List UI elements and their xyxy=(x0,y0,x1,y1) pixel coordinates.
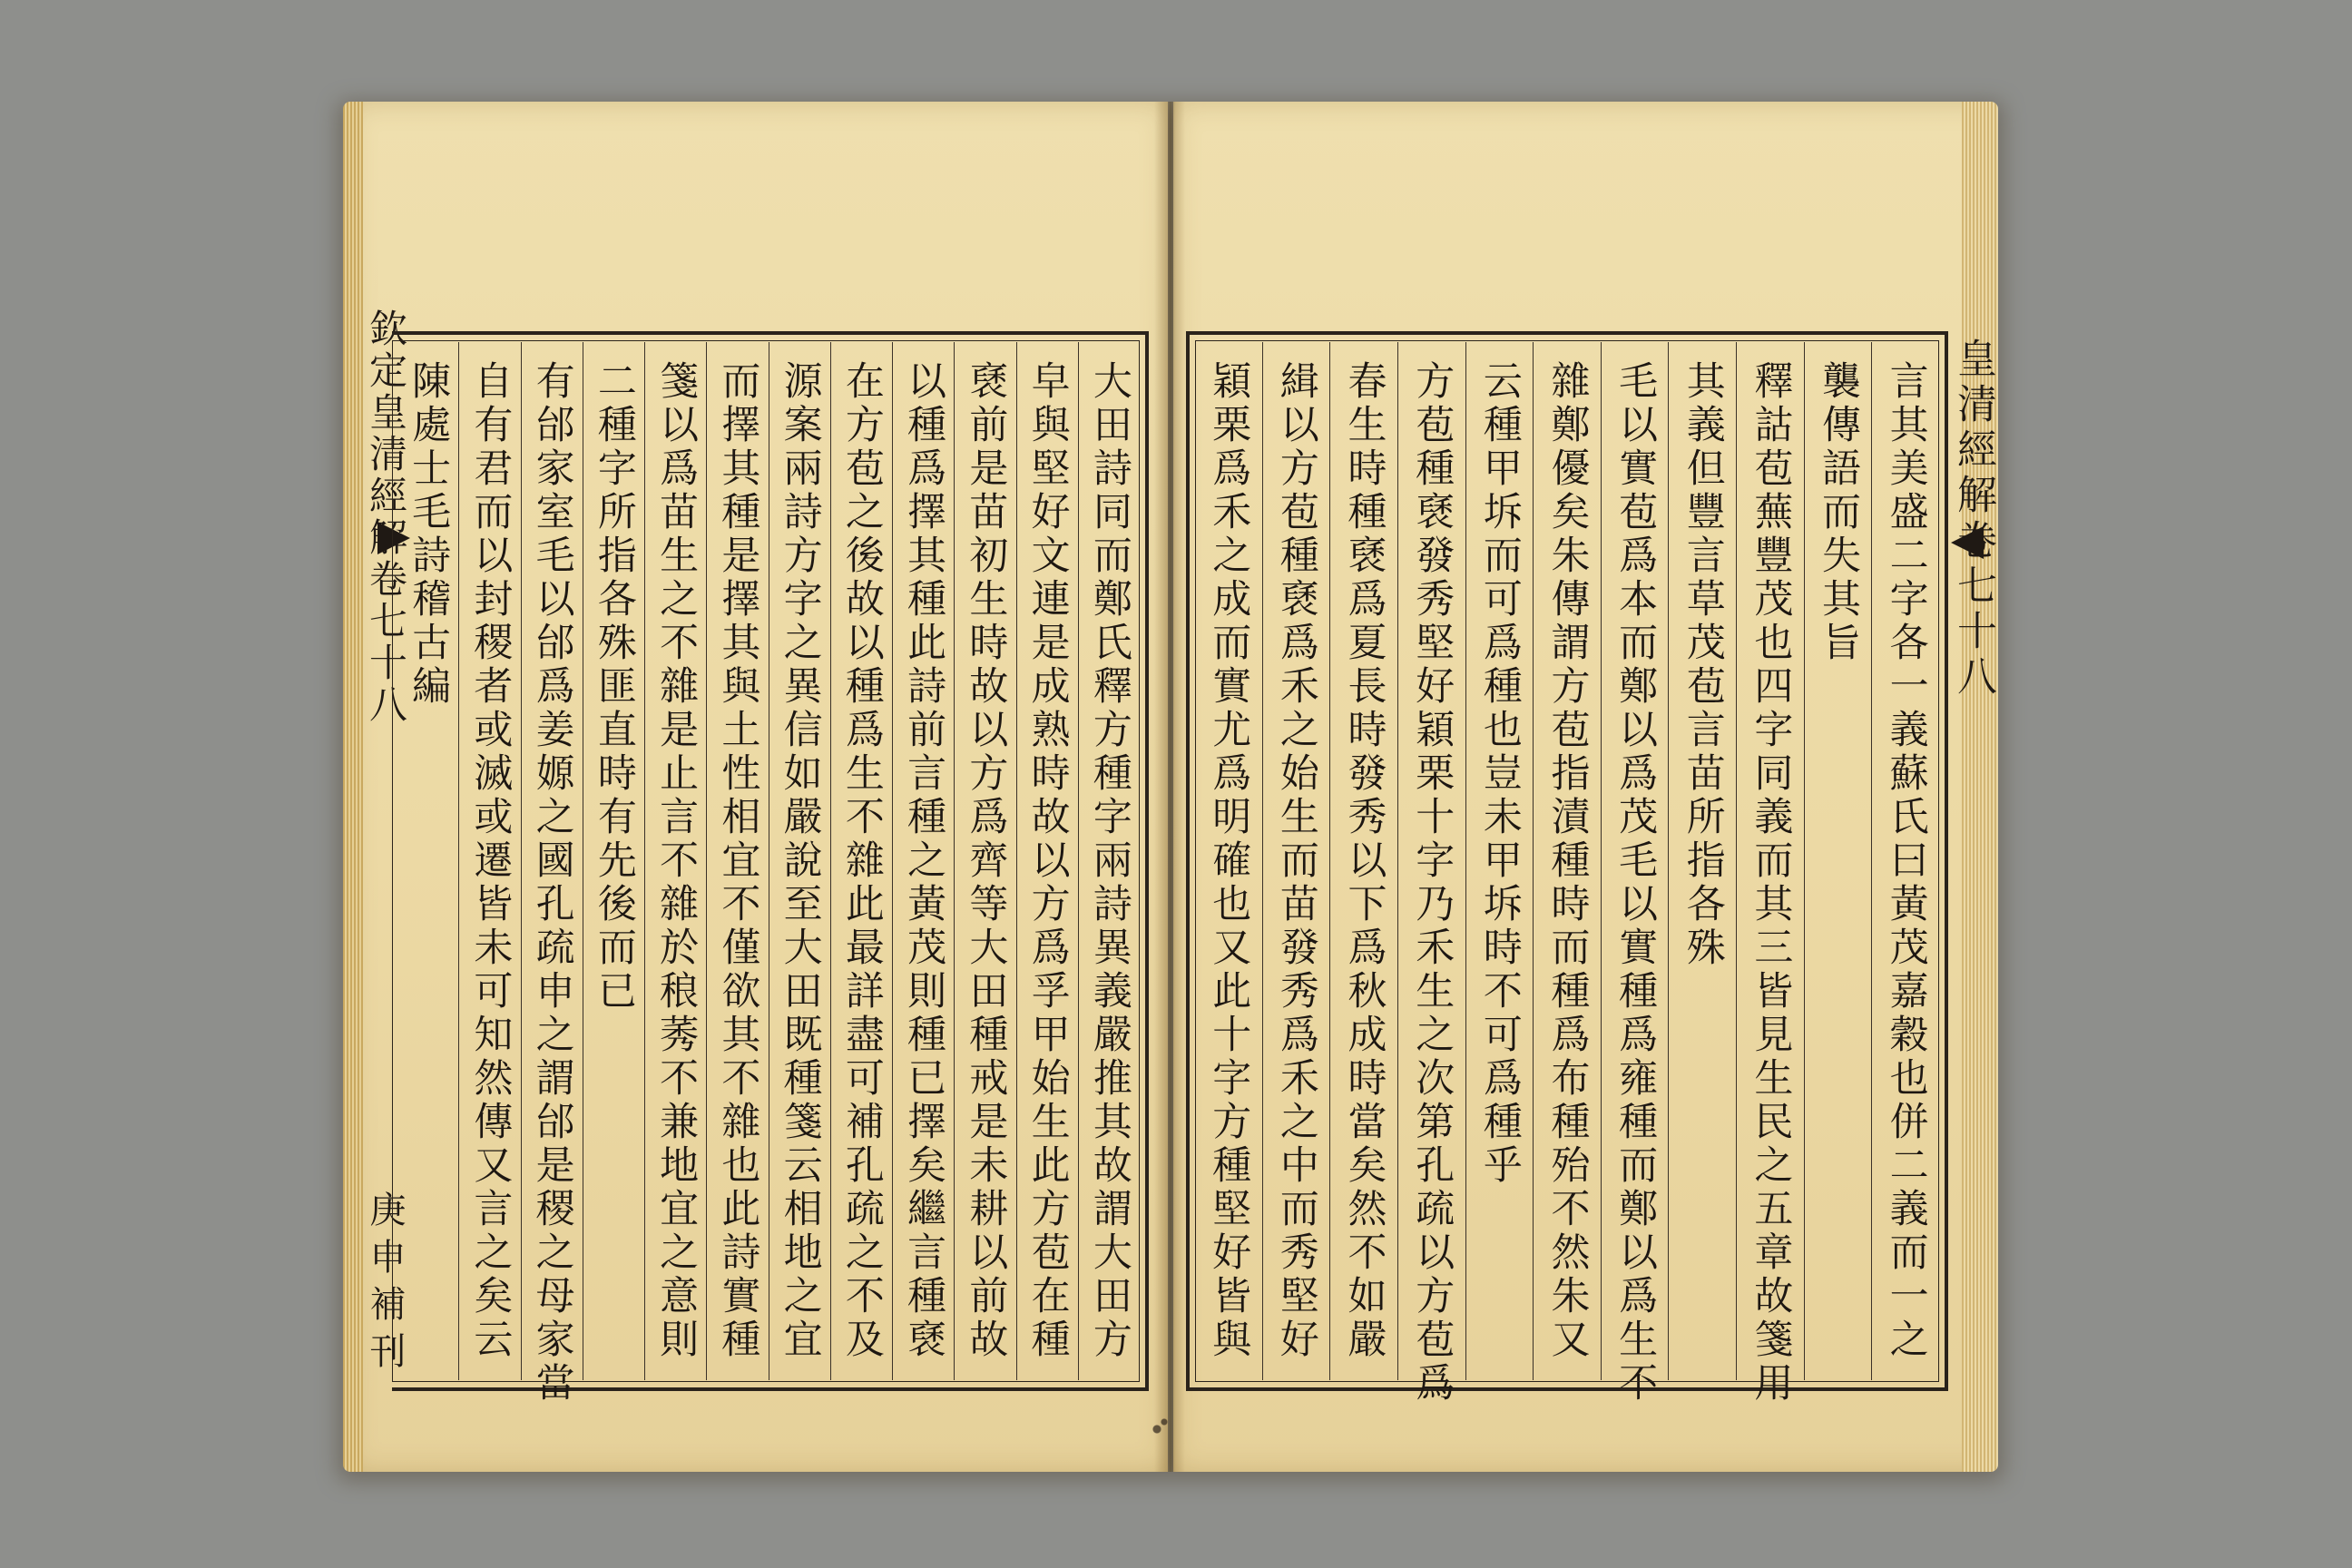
left-column xyxy=(458,342,520,1380)
column-text: 源案兩詩方字之異信如嚴說至大田既種箋云相地之宜 xyxy=(777,360,823,1362)
left-column xyxy=(892,342,954,1380)
book-gutter xyxy=(1154,102,1185,1472)
column-text: 而擇其種是擇其與土性相宜不僅欲其不雜也此詩實種 xyxy=(715,360,761,1362)
column-text: 其義但豐言草茂苞言苗所指各殊 xyxy=(1680,360,1726,970)
column-text: 毛以實苞爲本而鄭以爲茂毛以實種爲雍種而鄭以爲生不 xyxy=(1612,360,1659,1406)
right-column xyxy=(1262,342,1330,1380)
ink-wear-mark xyxy=(1139,1411,1175,1447)
column-text: 大田詩同而鄭氏釋方種字兩詩異義嚴推其故謂大田方 xyxy=(1086,360,1132,1362)
column-text: 二種字所指各殊匪直時有先後而已 xyxy=(591,360,637,1014)
column-text: 褎前是苗初生時故以方爲齊等大田種戒是未耕以前故 xyxy=(963,360,1009,1362)
right-column xyxy=(1668,342,1736,1380)
column-text: 箋以爲苗生之不雜是止言不雜於稂莠不兼地宜之意則 xyxy=(653,360,700,1362)
left-column xyxy=(769,342,830,1380)
left-margin-footer: 庚申補刊 xyxy=(364,1191,406,1379)
right-column xyxy=(1804,342,1872,1380)
right-columns xyxy=(1195,342,1939,1406)
column-text: 穎栗爲禾之成而實尤爲明確也又此十字方種堅好皆與 xyxy=(1206,360,1252,1362)
left-margin-title-text: 欽定皇清經解卷七十八 xyxy=(364,309,408,726)
left-column xyxy=(644,342,706,1380)
right-text-frame xyxy=(1186,331,1948,1406)
column-text: 襲傳語而失其旨 xyxy=(1816,360,1862,665)
column-text: 有邰家室毛以邰爲姜嫄之國孔疏申之謂邰是稷之母家當 xyxy=(529,360,575,1406)
right-fishtail-mark xyxy=(1951,526,1984,559)
right-column xyxy=(1195,342,1262,1380)
left-column xyxy=(1016,342,1078,1380)
right-margin-title xyxy=(1949,338,2000,1381)
right-margin-title-text: 皇清經解卷七十八 xyxy=(1950,338,1996,701)
right-column xyxy=(1397,342,1465,1406)
column-text: 在方苞之後故以種爲生不雜此最詳盡可補孔疏之不及 xyxy=(838,360,885,1362)
right-column xyxy=(1736,342,1804,1406)
column-text: 以種爲擇其種此詩前言種之黃茂則種已擇矣繼言種褎 xyxy=(901,360,947,1362)
column-text: 雜鄭優矣朱傳謂方苞指漬種時而種爲布種殆不然朱又 xyxy=(1544,360,1591,1362)
left-column-margin-footer xyxy=(397,342,458,1380)
left-column xyxy=(521,342,583,1406)
column-text: 緝以方苞種褎爲禾之始生而苗發秀爲禾之中而秀堅好 xyxy=(1273,360,1319,1362)
left-column xyxy=(583,342,644,1380)
left-column xyxy=(830,342,892,1380)
column-text: 釋詁苞蕪豐茂也四字同義而其三皆見生民之五章故箋用 xyxy=(1748,360,1794,1406)
column-text: 春生時種褎爲夏長時發秀以下爲秋成時當矣然不如嚴 xyxy=(1341,360,1387,1362)
column-text: 言其美盛二字各一義蘇氏曰黃茂嘉穀也併二義而一之 xyxy=(1883,360,1929,1362)
right-column xyxy=(1533,342,1601,1380)
left-column xyxy=(1078,342,1140,1380)
right-column xyxy=(1601,342,1669,1406)
column-text: 自有君而以封稷者或滅或遷皆未可知然傳又言之矣云 xyxy=(467,360,514,1362)
column-text: 云種甲坼而可爲種也豈未甲坼時不可爲種乎 xyxy=(1476,360,1523,1188)
left-text-frame xyxy=(392,331,1149,1406)
right-column xyxy=(1465,342,1534,1380)
column-text: 方苞種褎發秀堅好穎栗十字乃禾生之次第孔疏以方苞爲 xyxy=(1409,360,1455,1406)
left-page-edges xyxy=(343,102,363,1472)
right-column xyxy=(1871,342,1939,1380)
left-column xyxy=(954,342,1015,1380)
column-text: 陳處士毛詩稽古編 xyxy=(406,360,452,709)
column-text: 皁與堅好文連是成熟時故以方爲孚甲始生此方苞在種 xyxy=(1024,360,1071,1362)
left-column xyxy=(706,342,768,1380)
left-columns xyxy=(397,342,1140,1406)
right-column xyxy=(1329,342,1397,1380)
